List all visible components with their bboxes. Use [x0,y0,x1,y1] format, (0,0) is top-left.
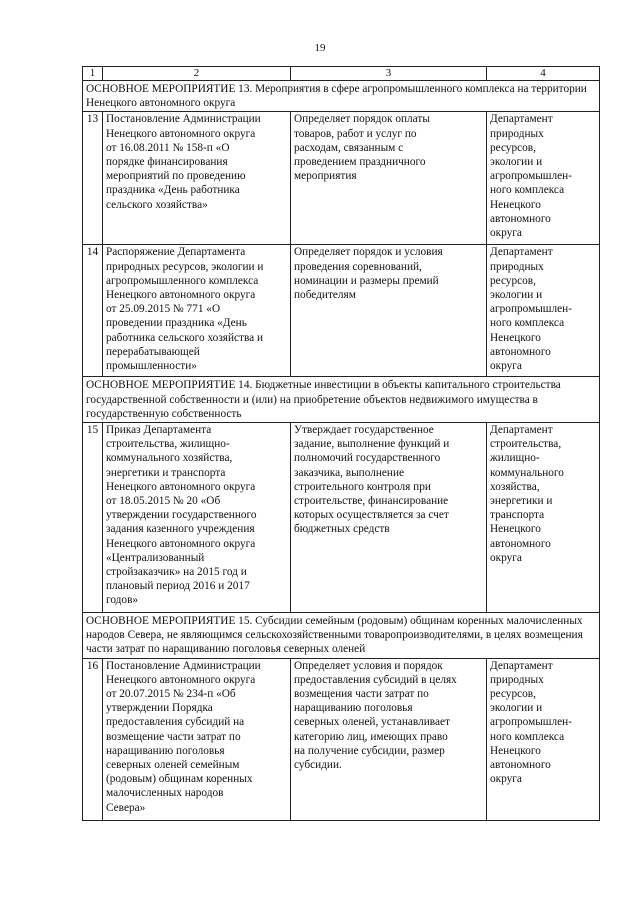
row-executor: Департамент природных ресурсов, экологии и агропромышлен- ного комплекса Ненецкого автономного округа [487,658,600,820]
column-header-4: 4 [487,67,600,81]
section-title: ОСНОВНОЕ МЕРОПРИЯТИЕ 15. Субсидии семейным (родовым) общинам коренных малочисленных народов Севера, не являющимся сельскохозяйственными товаропроизводителями, в целях возмещения части затрат по наращиванию поголовья северных оленей [83,613,600,659]
column-header-3: 3 [291,67,487,81]
table-row [83,245,600,377]
row-executor: Департамент строительства, жилищно- коммунального хозяйства, энергетики и транспорта Ненецкого автономного округа [487,423,600,613]
row-number: 16 [83,658,103,820]
legal-acts-table [82,66,600,821]
section-row [83,377,600,423]
table-row [83,112,600,245]
row-number: 14 [83,245,103,377]
row-number: 15 [83,423,103,613]
row-description: Определяет порядок оплаты товаров, работ и услуг по расходам, связанным с проведением праздничного мероприятия [291,112,487,245]
section-title: ОСНОВНОЕ МЕРОПРИЯТИЕ 14. Бюджетные инвестиции в объекты капитального строительства государственной собственности и (или) на приобретение объектов недвижимого имущества в государственную собственность [83,377,600,423]
section-row [83,613,600,659]
section-title: ОСНОВНОЕ МЕРОПРИЯТИЕ 13. Мероприятия в сфере агропромышленного комплекса на территории Ненецкого автономного округа [83,81,600,112]
row-description: Определяет порядок и условия проведения соревнований, номинации и размеры премий победителям [291,245,487,377]
section-row [83,81,600,112]
row-document: Постановление Администрации Ненецкого автономного округа от 20.07.2015 № 234-п «Об утверждении Порядка предоставления субсидий на возмещение части затрат по наращиванию поголовья северных оленей семейным (родовым) общинам коренных малочисленных народов Севера» [103,658,291,820]
row-document: Распоряжение Департамента природных ресурсов, экологии и агропромышленного комплекса Ненецкого автономного округа от 25.09.2015 № 771 «О проведении праздника «День работника сельского хозяйства и перерабатывающей промышленности» [103,245,291,377]
row-number: 13 [83,112,103,245]
row-description: Определяет условия и порядок предоставления субсидий в целях возмещения части затрат по наращиванию поголовья северных оленей, устанавливает категорию лиц, имеющих право на получение субсидии, размер субсидии. [291,658,487,820]
row-document: Постановление Администрации Ненецкого автономного округа от 16.08.2011 № 158-п «О порядке финансирования мероприятий по проведению праздника «День работника сельского хозяйства» [103,112,291,245]
row-executor: Департамент природных ресурсов, экологии и агропромышлен- ного комплекса Ненецкого автономного округа [487,245,600,377]
table-row [83,658,600,820]
page-number: 19 [314,42,326,54]
column-header-1: 1 [83,67,103,81]
column-header-2: 2 [103,67,291,81]
table-row [83,423,600,613]
row-executor: Департамент природных ресурсов, экологии и агропромышлен- ного комплекса Ненецкого автономного округа [487,112,600,245]
row-document: Приказ Департамента строительства, жилищно- коммунального хозяйства, энергетики и транспорта Ненецкого автономного округа от 18.05.2015 № 20 «Об утверждении государственного задания казенного учреждения Ненецкого автономного округа «Централизованный стройзаказчик» на 2015 год и плановый период 2016 и 2017 годов» [103,423,291,613]
table-header-row [83,67,600,81]
row-description: Утверждает государственное задание, выполнение функций и полномочий государственного заказчика, выполнение строительного контроля при строительстве, финансирование которых осуществляется за счет бюджетных средств [291,423,487,613]
